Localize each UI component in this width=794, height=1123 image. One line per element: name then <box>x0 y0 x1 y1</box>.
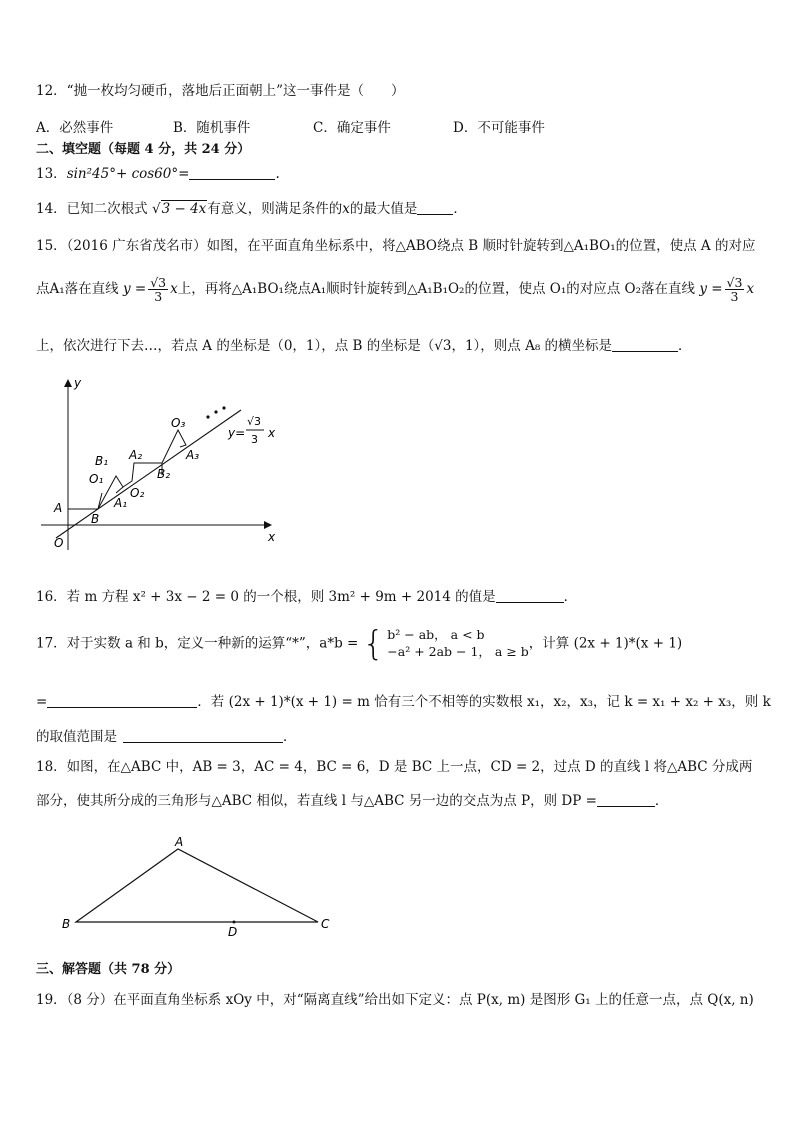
q12-option-c: C．确定事件 <box>313 120 391 136</box>
q15-line-y-eq <box>56 410 241 538</box>
q18-line-2 <box>36 794 668 809</box>
q15-end: ． <box>678 338 692 354</box>
q17-end: ． <box>283 729 297 745</box>
section-fill-blank-heading: 二、填空题（每题 4 分，共 24 分） <box>36 142 251 157</box>
q13-answer-blank[interactable] <box>189 167 275 180</box>
q17-line-3 <box>36 730 297 745</box>
q16 <box>36 590 577 605</box>
q15-fraction-2-den: 3 <box>730 289 739 305</box>
q18-label-d: D <box>228 925 238 939</box>
q15-point-label-o1: O₁ <box>89 472 104 486</box>
q17-line-1 <box>36 624 683 664</box>
q17-lead: 17．对于实数 a 和 b，定义一种新的运算“*”，a*b = <box>36 635 359 652</box>
q15-eq-x-1: x <box>170 281 178 298</box>
q15-answer-blank[interactable] <box>612 339 678 352</box>
q18-point-d <box>233 921 236 924</box>
q18-figure <box>56 835 356 945</box>
q15-line-label-x: x <box>268 426 276 440</box>
q14-answer-blank[interactable] <box>417 202 453 215</box>
q15-figure <box>36 375 286 555</box>
q17-piecewise <box>362 624 529 664</box>
q15-fraction-1 <box>148 276 168 303</box>
q14-variable: x <box>342 201 350 217</box>
q15-line-label-y: y= <box>228 426 246 440</box>
q15-y-axis-arrow <box>64 379 72 387</box>
q17-line-3-text: 的取值范围是 <box>36 729 117 745</box>
q15-continuation-dot-3 <box>222 406 225 409</box>
q17-case-1: b² − ab， a < b <box>387 627 485 643</box>
q15-eq-y-1: y = <box>122 281 147 298</box>
q15-line-2-b: 上，再将△A₁BO₁绕点A₁顺时针旋转到△A₁B₁O₂的位置，使点 O₁的对应点 O₂落在直线 <box>177 281 696 298</box>
q13 <box>36 167 280 182</box>
q12-stem: 12．“抛一枚均匀硬币，落地后正面朝上”这一事件是（ ） <box>36 83 405 99</box>
q17-answer-blank-2[interactable] <box>123 730 283 743</box>
q18-line-2-text: 部分，使其所分成的三角形与△ABC 相似，若直线 l 与△ABC 另一边的交点为点 P，则 DP = <box>36 793 597 809</box>
q13-expression: sin²45°+ cos60°= <box>66 166 190 182</box>
q18-label-c: C <box>321 917 330 931</box>
q15-point-label-a3: A₃ <box>186 448 200 462</box>
q15-point-label-b1: B₁ <box>95 454 109 468</box>
q15-x-axis-label: x <box>268 530 276 544</box>
q14-prefix: 14．已知二次根式 <box>36 201 148 217</box>
q15-line-2 <box>36 276 754 303</box>
q17-line-2-start: = <box>36 694 48 710</box>
q15-line-3 <box>36 339 692 354</box>
q12-option-a: A．必然事件 <box>36 120 114 136</box>
q15-fraction-2-num: √3 <box>726 275 743 290</box>
q14-radicand: 3 − 4x <box>161 201 207 217</box>
section-answer-heading: 三、解答题（共 78 分） <box>36 962 181 977</box>
q15-point-label-b: B <box>91 512 100 526</box>
q15-continuation-dot-1 <box>206 415 209 418</box>
q18-end: ． <box>654 793 669 809</box>
q15-line-3-text: 上，依次进行下去…，若点 A 的坐标是（0，1），点 B 的坐标是（√3，1），则点 A₈ 的横坐标是 <box>36 338 613 354</box>
q14-end: ． <box>453 201 467 217</box>
q14-middle: 有意义，则满足条件的 <box>207 201 343 217</box>
q15-point-label-a: A <box>54 501 63 515</box>
q18-triangle-abc <box>76 849 318 922</box>
q13-suffix: . <box>275 166 280 182</box>
q17-line-2-text: ．若 (2x + 1)*(x + 1) = m 恰有三个不相等的实数根 x₁，x₂，x₃，记 k = x₁ + x₂ + x₃，则 k <box>197 694 771 710</box>
q15-fraction-1-den: 3 <box>154 289 163 305</box>
q15-x-axis-arrow <box>264 521 272 529</box>
q19-line-1: 19．（8 分）在平面直角坐标系 xOy 中，对“隔离直线”给出如下定义：点 P(x, m) 是图形 G₁ 上的任意一点，点 Q(x, n) <box>36 992 754 1008</box>
q15-point-label-a1: A₁ <box>114 496 128 510</box>
q12-option-b: B．随机事件 <box>173 120 251 136</box>
q15-line-1: 15．（2016 广东省茂名市）如图，在平面直角坐标系中，将△ABO绕点 B 顺时针旋转到△A₁BO₁的位置，使点 A 的对应 <box>36 238 756 254</box>
q17-calc: ，计算 (2x + 1)*(x + 1) <box>528 635 683 652</box>
q18-label-a: A <box>175 835 184 849</box>
q15-line-label-num: √3 <box>247 415 262 428</box>
q17-brace: { <box>362 624 385 664</box>
q12-option-d: D．不可能事件 <box>453 120 545 136</box>
q17-line-2 <box>36 695 771 710</box>
q15-point-label-o3: O₃ <box>171 416 186 430</box>
q15-point-label-a2: A₂ <box>129 448 143 462</box>
q16-answer-blank[interactable] <box>496 590 564 603</box>
q15-point-label-b2: B₂ <box>157 467 171 481</box>
q15-line-label-den: 3 <box>251 433 258 446</box>
q15-point-label-o2: O₂ <box>130 486 145 500</box>
q16-text: 16．若 m 方程 x² + 3x − 2 = 0 的一个根，则 3m² + 9m + 2014 的值是 <box>36 589 496 605</box>
q15-y-axis-label: y <box>74 376 82 390</box>
q15-line-2-a: 点A₁落在直线 <box>36 281 119 298</box>
q17-answer-blank-1[interactable] <box>47 695 197 708</box>
q15-triangle-a2b2o3 <box>162 430 186 463</box>
q14-suffix: 的最大值是 <box>349 201 418 217</box>
q17-case-2: −a² + 2ab − 1， a ≥ b <box>387 644 529 659</box>
q16-end: ． <box>563 589 578 605</box>
q18-answer-blank[interactable] <box>597 794 655 807</box>
q18-label-b: B <box>62 917 71 931</box>
q17-cases <box>387 627 529 661</box>
q15-eq-x-2: x <box>746 281 755 298</box>
q15-fraction-2 <box>725 276 745 303</box>
q15-continuation-dot-2 <box>214 410 217 413</box>
q14-sqrt-sign: √ <box>151 201 161 217</box>
q15-fraction-1-num: √3 <box>150 275 167 290</box>
q13-prefix: 13． <box>36 166 67 182</box>
q15-eq-y-2: y = <box>699 281 723 298</box>
q15-origin-label: O <box>54 536 64 550</box>
q15-triangle-abo <box>68 493 102 509</box>
q14 <box>36 202 467 217</box>
q18-line-1: 18．如图，在△ABC 中，AB = 3，AC = 4，BC = 6，D 是 BC 上一点，CD = 2，过点 D 的直线 l 将△ABC 分成两 <box>36 759 753 775</box>
